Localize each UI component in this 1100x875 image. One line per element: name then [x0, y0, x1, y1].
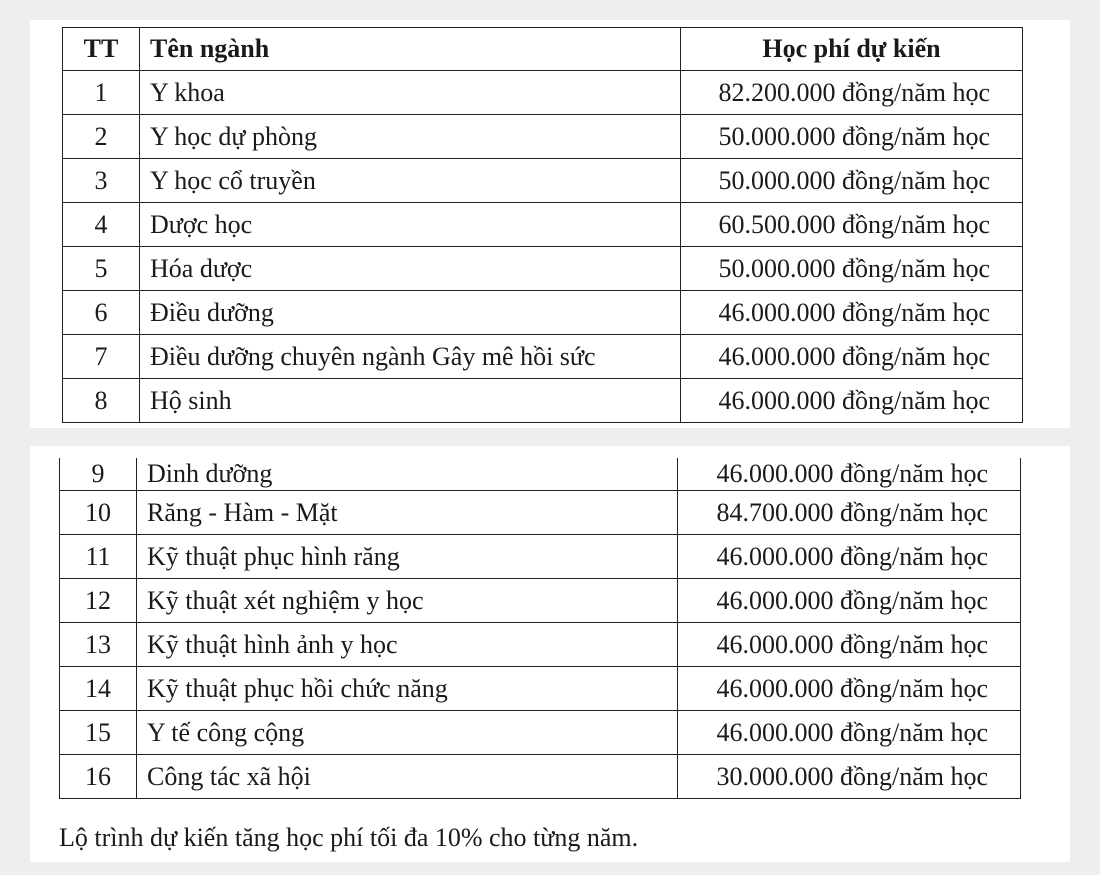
tuition-increase-note: Lộ trình dự kiến tăng học phí tối đa 10% cho từng năm.	[59, 823, 639, 852]
row-major-name: Y khoa	[140, 71, 681, 115]
header-expected-fee: Học phí dự kiến	[681, 28, 1023, 71]
row-tt: 7	[63, 335, 140, 379]
tuition-table-page-top	[30, 20, 1070, 428]
tuition-table-part-1	[62, 27, 1023, 423]
row-tt: 9	[60, 458, 137, 491]
row-major-name: Kỹ thuật phục hình răng	[137, 535, 678, 579]
tuition-table-part-2	[59, 458, 1021, 799]
row-fee: 46.000.000 đồng/năm học	[678, 667, 1021, 711]
table-row	[63, 115, 1023, 159]
row-tt: 5	[63, 247, 140, 291]
header-major-name: Tên ngành	[140, 28, 681, 71]
row-fee: 46.000.000 đồng/năm học	[678, 711, 1021, 755]
table-row	[60, 458, 1021, 491]
table-row	[60, 755, 1021, 799]
row-major-name: Điều dưỡng chuyên ngành Gây mê hồi sức	[140, 335, 681, 379]
row-tt: 11	[60, 535, 137, 579]
row-major-name: Dược học	[140, 203, 681, 247]
row-tt: 15	[60, 711, 137, 755]
row-fee: 46.000.000 đồng/năm học	[678, 579, 1021, 623]
row-major-name: Dinh dưỡng	[137, 458, 678, 491]
row-major-name: Y học cổ truyền	[140, 159, 681, 203]
row-tt: 14	[60, 667, 137, 711]
table-row	[63, 379, 1023, 423]
row-tt: 16	[60, 755, 137, 799]
row-tt: 6	[63, 291, 140, 335]
row-fee: 84.700.000 đồng/năm học	[678, 491, 1021, 535]
row-tt: 10	[60, 491, 137, 535]
row-fee: 50.000.000 đồng/năm học	[681, 247, 1023, 291]
row-major-name: Hóa dược	[140, 247, 681, 291]
row-fee: 50.000.000 đồng/năm học	[681, 115, 1023, 159]
header-tt: TT	[63, 28, 140, 71]
row-fee: 46.000.000 đồng/năm học	[678, 535, 1021, 579]
table-row	[63, 335, 1023, 379]
tuition-table-page-bottom	[30, 446, 1070, 862]
table-row	[60, 623, 1021, 667]
table-row	[60, 535, 1021, 579]
row-tt: 2	[63, 115, 140, 159]
row-tt: 12	[60, 579, 137, 623]
row-fee: 46.000.000 đồng/năm học	[681, 291, 1023, 335]
row-major-name: Công tác xã hội	[137, 755, 678, 799]
row-tt: 1	[63, 71, 140, 115]
row-fee: 46.000.000 đồng/năm học	[681, 335, 1023, 379]
row-major-name: Điều dưỡng	[140, 291, 681, 335]
row-major-name: Y học dự phòng	[140, 115, 681, 159]
table-row	[63, 203, 1023, 247]
row-major-name: Kỹ thuật hình ảnh y học	[137, 623, 678, 667]
row-fee: 30.000.000 đồng/năm học	[678, 755, 1021, 799]
row-major-name: Kỹ thuật phục hồi chức năng	[137, 667, 678, 711]
row-major-name: Hộ sinh	[140, 379, 681, 423]
table-header-row	[63, 28, 1023, 71]
table-row	[63, 247, 1023, 291]
table-row	[60, 711, 1021, 755]
row-tt: 3	[63, 159, 140, 203]
row-tt: 8	[63, 379, 140, 423]
row-major-name: Kỹ thuật xét nghiệm y học	[137, 579, 678, 623]
row-tt: 4	[63, 203, 140, 247]
table-row	[63, 71, 1023, 115]
table-row	[60, 491, 1021, 535]
row-fee: 46.000.000 đồng/năm học	[681, 379, 1023, 423]
row-fee: 60.500.000 đồng/năm học	[681, 203, 1023, 247]
row-major-name: Y tế công cộng	[137, 711, 678, 755]
table-row	[63, 291, 1023, 335]
row-tt: 13	[60, 623, 137, 667]
row-major-name: Răng - Hàm - Mặt	[137, 491, 678, 535]
table-row	[63, 159, 1023, 203]
row-fee: 46.000.000 đồng/năm học	[678, 458, 1021, 491]
table-row	[60, 579, 1021, 623]
row-fee: 82.200.000 đồng/năm học	[681, 71, 1023, 115]
row-fee: 46.000.000 đồng/năm học	[678, 623, 1021, 667]
row-fee: 50.000.000 đồng/năm học	[681, 159, 1023, 203]
table-row	[60, 667, 1021, 711]
